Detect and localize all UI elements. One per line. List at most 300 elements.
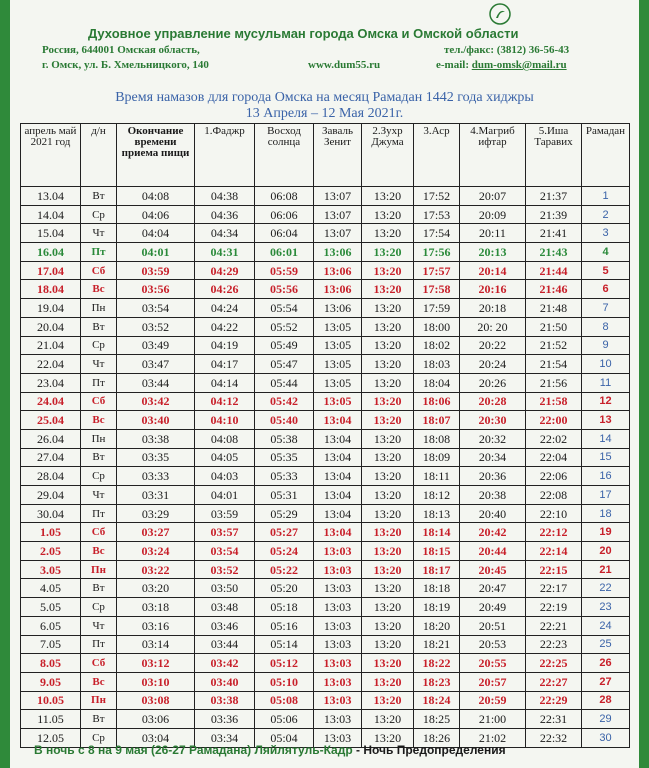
cell-date: 4.05 xyxy=(21,579,81,598)
cell-suhur: 04:06 xyxy=(117,205,195,224)
cell-fajr: 04:01 xyxy=(195,486,255,505)
cell-maghrib: 20:59 xyxy=(460,691,526,710)
cell-asr: 18:12 xyxy=(414,486,460,505)
schedule-date-range: 13 Апреля – 12 Мая 2021г. xyxy=(245,106,404,121)
cell-zenith: 13:03 xyxy=(314,616,362,635)
cell-suhur: 03:54 xyxy=(117,299,195,318)
cell-suhur: 03:24 xyxy=(117,542,195,561)
cell-zenith: 13:05 xyxy=(314,336,362,355)
cell-date: 10.05 xyxy=(21,691,81,710)
table-row xyxy=(21,710,630,729)
cell-dhuhr: 13:20 xyxy=(362,635,414,654)
cell-asr: 18:26 xyxy=(414,728,460,747)
cell-fajr: 04:29 xyxy=(195,261,255,280)
cell-asr: 18:23 xyxy=(414,672,460,691)
cell-isha: 22:15 xyxy=(526,560,582,579)
cell-date: 29.04 xyxy=(21,486,81,505)
cell-date: 21.04 xyxy=(21,336,81,355)
cell-sunrise: 05:52 xyxy=(255,317,314,336)
cell-fajr: 03:54 xyxy=(195,542,255,561)
cell-asr: 18:22 xyxy=(414,654,460,673)
cell-dow: Пн xyxy=(81,691,117,710)
prayer-times-table xyxy=(20,123,630,748)
cell-asr: 18:18 xyxy=(414,579,460,598)
cell-asr: 18:00 xyxy=(414,317,460,336)
phone-number: тел./факс: (3812) 36-56-43 xyxy=(444,44,570,56)
address-line-2: г. Омск, ул. Б. Хмельницкого, 140 xyxy=(42,59,209,71)
cell-maghrib: 20:09 xyxy=(460,205,526,224)
cell-dhuhr: 13:20 xyxy=(362,299,414,318)
cell-asr: 18:07 xyxy=(414,411,460,430)
cell-ramadan: 6 xyxy=(582,280,630,299)
cell-dow: Пн xyxy=(81,560,117,579)
cell-isha: 21:46 xyxy=(526,280,582,299)
cell-dhuhr: 13:20 xyxy=(362,355,414,374)
cell-dhuhr: 13:20 xyxy=(362,205,414,224)
cell-sunrise: 05:44 xyxy=(255,373,314,392)
cell-zenith: 13:05 xyxy=(314,373,362,392)
cell-suhur: 03:22 xyxy=(117,560,195,579)
cell-sunrise: 05:56 xyxy=(255,280,314,299)
cell-ramadan: 13 xyxy=(582,411,630,430)
table-row xyxy=(21,523,630,542)
cell-sunrise: 06:08 xyxy=(255,187,314,206)
cell-date: 30.04 xyxy=(21,504,81,523)
cell-dhuhr: 13:20 xyxy=(362,336,414,355)
email-value[interactable]: dum-omsk@mail.ru xyxy=(471,59,567,71)
cell-date: 22.04 xyxy=(21,355,81,374)
cell-date: 28.04 xyxy=(21,467,81,486)
cell-ramadan: 1 xyxy=(582,187,630,206)
cell-isha: 21:39 xyxy=(526,205,582,224)
cell-isha: 22:19 xyxy=(526,598,582,617)
cell-maghrib: 20:45 xyxy=(460,560,526,579)
cell-ramadan: 7 xyxy=(582,299,630,318)
cell-dow: Сб xyxy=(81,392,117,411)
cell-suhur: 03:47 xyxy=(117,355,195,374)
cell-zenith: 13:03 xyxy=(314,728,362,747)
table-row xyxy=(21,672,630,691)
cell-dow: Вт xyxy=(81,317,117,336)
cell-dhuhr: 13:20 xyxy=(362,187,414,206)
cell-suhur: 03:04 xyxy=(117,728,195,747)
cell-asr: 18:08 xyxy=(414,429,460,448)
col-header-asr: 3.Аср xyxy=(414,124,460,187)
cell-suhur: 03:10 xyxy=(117,672,195,691)
cell-sunrise: 05:54 xyxy=(255,299,314,318)
cell-asr: 17:52 xyxy=(414,187,460,206)
cell-asr: 18:19 xyxy=(414,598,460,617)
cell-dow: Ср xyxy=(81,728,117,747)
cell-suhur: 03:29 xyxy=(117,504,195,523)
cell-dow: Вс xyxy=(81,672,117,691)
cell-dow: Пн xyxy=(81,429,117,448)
cell-fajr: 03:50 xyxy=(195,579,255,598)
footer-text-1: В ночь с 8 на 9 мая (26-27 Рамадана) xyxy=(34,743,255,757)
cell-sunrise: 05:49 xyxy=(255,336,314,355)
cell-dhuhr: 13:20 xyxy=(362,579,414,598)
cell-dow: Ср xyxy=(81,205,117,224)
cell-fajr: 03:40 xyxy=(195,672,255,691)
cell-sunrise: 05:22 xyxy=(255,560,314,579)
table-row xyxy=(21,205,630,224)
cell-zenith: 13:04 xyxy=(314,523,362,542)
footer-text-2: Ляйлятуль-Кадр xyxy=(254,743,353,757)
cell-date: 20.04 xyxy=(21,317,81,336)
col-header-dow: д/н xyxy=(81,124,117,187)
cell-date: 27.04 xyxy=(21,448,81,467)
cell-fajr: 03:44 xyxy=(195,635,255,654)
cell-maghrib: 20:51 xyxy=(460,616,526,635)
cell-zenith: 13:03 xyxy=(314,691,362,710)
cell-maghrib: 20:53 xyxy=(460,635,526,654)
cell-asr: 18:21 xyxy=(414,635,460,654)
table-row xyxy=(21,467,630,486)
cell-ramadan: 3 xyxy=(582,224,630,243)
cell-suhur: 03:27 xyxy=(117,523,195,542)
cell-ramadan: 28 xyxy=(582,691,630,710)
cell-isha: 22:10 xyxy=(526,504,582,523)
table-row xyxy=(21,355,630,374)
col-header-dhuhr: 2.Зухр Джума xyxy=(362,124,414,187)
cell-asr: 17:59 xyxy=(414,299,460,318)
cell-date: 9.05 xyxy=(21,672,81,691)
cell-sunrise: 05:08 xyxy=(255,691,314,710)
cell-asr: 18:17 xyxy=(414,560,460,579)
cell-isha: 22:08 xyxy=(526,486,582,505)
cell-zenith: 13:03 xyxy=(314,710,362,729)
cell-sunrise: 05:31 xyxy=(255,486,314,505)
cell-suhur: 03:31 xyxy=(117,486,195,505)
cell-isha: 22:17 xyxy=(526,579,582,598)
cell-fajr: 04:10 xyxy=(195,411,255,430)
cell-zenith: 13:03 xyxy=(314,635,362,654)
cell-ramadan: 23 xyxy=(582,598,630,617)
cell-maghrib: 20:44 xyxy=(460,542,526,561)
cell-suhur: 03:52 xyxy=(117,317,195,336)
website-link[interactable]: www.dum55.ru xyxy=(308,59,381,71)
cell-dow: Вт xyxy=(81,448,117,467)
cell-dow: Пт xyxy=(81,243,117,262)
cell-maghrib: 20:49 xyxy=(460,598,526,617)
cell-zenith: 13:06 xyxy=(314,280,362,299)
cell-maghrib: 21:00 xyxy=(460,710,526,729)
cell-suhur: 03:59 xyxy=(117,261,195,280)
cell-dhuhr: 13:20 xyxy=(362,691,414,710)
cell-fajr: 04:36 xyxy=(195,205,255,224)
cell-zenith: 13:05 xyxy=(314,355,362,374)
cell-date: 7.05 xyxy=(21,635,81,654)
cell-sunrise: 05:40 xyxy=(255,411,314,430)
cell-date: 8.05 xyxy=(21,654,81,673)
cell-isha: 22:14 xyxy=(526,542,582,561)
cell-fajr: 03:57 xyxy=(195,523,255,542)
cell-isha: 22:32 xyxy=(526,728,582,747)
cell-maghrib: 20:22 xyxy=(460,336,526,355)
col-header-suhur: Окончание времени приема пищи xyxy=(117,124,195,187)
cell-ramadan: 17 xyxy=(582,486,630,505)
col-header-maghrib: 4.Магриб ифтар xyxy=(460,124,526,187)
cell-dow: Ср xyxy=(81,336,117,355)
cell-dhuhr: 13:20 xyxy=(362,317,414,336)
cell-suhur: 03:35 xyxy=(117,448,195,467)
cell-dhuhr: 13:20 xyxy=(362,392,414,411)
cell-isha: 21:44 xyxy=(526,261,582,280)
cell-maghrib: 20:24 xyxy=(460,355,526,374)
cell-dow: Ср xyxy=(81,467,117,486)
cell-dhuhr: 13:20 xyxy=(362,448,414,467)
table-row xyxy=(21,616,630,635)
cell-dow: Сб xyxy=(81,523,117,542)
cell-dhuhr: 13:20 xyxy=(362,672,414,691)
cell-maghrib: 20:32 xyxy=(460,429,526,448)
cell-isha: 21:48 xyxy=(526,299,582,318)
cell-isha: 21:52 xyxy=(526,336,582,355)
cell-fajr: 04:19 xyxy=(195,336,255,355)
cell-suhur: 03:06 xyxy=(117,710,195,729)
cell-suhur: 03:33 xyxy=(117,467,195,486)
cell-dow: Сб xyxy=(81,261,117,280)
footer-note xyxy=(34,743,506,757)
cell-zenith: 13:07 xyxy=(314,224,362,243)
cell-maghrib: 20:28 xyxy=(460,392,526,411)
cell-sunrise: 06:06 xyxy=(255,205,314,224)
cell-isha: 22:27 xyxy=(526,672,582,691)
cell-sunrise: 05:20 xyxy=(255,579,314,598)
cell-ramadan: 20 xyxy=(582,542,630,561)
cell-sunrise: 05:24 xyxy=(255,542,314,561)
table-row xyxy=(21,654,630,673)
cell-maghrib: 20:16 xyxy=(460,280,526,299)
schedule-title: Время намазов для города Омска на месяц Рамадан 1442 года хиджры xyxy=(115,90,534,105)
cell-dhuhr: 13:20 xyxy=(362,429,414,448)
cell-ramadan: 26 xyxy=(582,654,630,673)
cell-ramadan: 2 xyxy=(582,205,630,224)
cell-zenith: 13:04 xyxy=(314,429,362,448)
table-row xyxy=(21,504,630,523)
cell-suhur: 03:16 xyxy=(117,616,195,635)
cell-dow: Вт xyxy=(81,710,117,729)
cell-asr: 17:58 xyxy=(414,280,460,299)
cell-suhur: 03:08 xyxy=(117,691,195,710)
cell-fajr: 04:12 xyxy=(195,392,255,411)
cell-maghrib: 20:07 xyxy=(460,187,526,206)
cell-zenith: 13:04 xyxy=(314,486,362,505)
cell-ramadan: 19 xyxy=(582,523,630,542)
cell-fajr: 04:38 xyxy=(195,187,255,206)
table-row xyxy=(21,542,630,561)
table-row xyxy=(21,224,630,243)
cell-fajr: 03:52 xyxy=(195,560,255,579)
cell-dhuhr: 13:20 xyxy=(362,280,414,299)
cell-date: 17.04 xyxy=(21,261,81,280)
cell-fajr: 03:59 xyxy=(195,504,255,523)
cell-dhuhr: 13:20 xyxy=(362,373,414,392)
cell-suhur: 03:14 xyxy=(117,635,195,654)
cell-ramadan: 9 xyxy=(582,336,630,355)
cell-isha: 22:21 xyxy=(526,616,582,635)
cell-dhuhr: 13:20 xyxy=(362,243,414,262)
cell-isha: 21:43 xyxy=(526,243,582,262)
cell-fajr: 03:38 xyxy=(195,691,255,710)
cell-ramadan: 10 xyxy=(582,355,630,374)
cell-sunrise: 05:14 xyxy=(255,635,314,654)
cell-ramadan: 21 xyxy=(582,560,630,579)
cell-fajr: 04:26 xyxy=(195,280,255,299)
cell-date: 23.04 xyxy=(21,373,81,392)
organization-title: Духовное управление мусульман города Омска и Омской области xyxy=(88,26,519,41)
cell-isha: 22:00 xyxy=(526,411,582,430)
cell-isha: 22:23 xyxy=(526,635,582,654)
cell-sunrise: 05:29 xyxy=(255,504,314,523)
cell-ramadan: 4 xyxy=(582,243,630,262)
table-row xyxy=(21,392,630,411)
cell-dow: Чт xyxy=(81,616,117,635)
cell-date: 14.04 xyxy=(21,205,81,224)
cell-zenith: 13:04 xyxy=(314,411,362,430)
col-header-isha: 5.Иша Таравих xyxy=(526,124,582,187)
cell-ramadan: 18 xyxy=(582,504,630,523)
cell-suhur: 04:04 xyxy=(117,224,195,243)
cell-zenith: 13:03 xyxy=(314,598,362,617)
cell-asr: 18:11 xyxy=(414,467,460,486)
cell-suhur: 03:12 xyxy=(117,654,195,673)
cell-sunrise: 05:16 xyxy=(255,616,314,635)
cell-fajr: 03:48 xyxy=(195,598,255,617)
cell-sunrise: 06:04 xyxy=(255,224,314,243)
cell-zenith: 13:03 xyxy=(314,654,362,673)
cell-fajr: 04:03 xyxy=(195,467,255,486)
cell-maghrib: 20:42 xyxy=(460,523,526,542)
cell-dhuhr: 13:20 xyxy=(362,710,414,729)
cell-maghrib: 20:38 xyxy=(460,486,526,505)
cell-fajr: 04:22 xyxy=(195,317,255,336)
cell-suhur: 03:49 xyxy=(117,336,195,355)
cell-date: 1.05 xyxy=(21,523,81,542)
cell-asr: 18:06 xyxy=(414,392,460,411)
cell-dhuhr: 13:20 xyxy=(362,616,414,635)
cell-dow: Чт xyxy=(81,355,117,374)
cell-zenith: 13:04 xyxy=(314,448,362,467)
cell-dow: Вт xyxy=(81,579,117,598)
cell-date: 15.04 xyxy=(21,224,81,243)
cell-dow: Вс xyxy=(81,411,117,430)
cell-sunrise: 05:47 xyxy=(255,355,314,374)
cell-suhur: 04:08 xyxy=(117,187,195,206)
cell-dhuhr: 13:20 xyxy=(362,504,414,523)
cell-asr: 17:56 xyxy=(414,243,460,262)
cell-zenith: 13:03 xyxy=(314,672,362,691)
cell-dow: Вт xyxy=(81,187,117,206)
table-row xyxy=(21,448,630,467)
cell-ramadan: 29 xyxy=(582,710,630,729)
cell-maghrib: 20:47 xyxy=(460,579,526,598)
cell-sunrise: 05:27 xyxy=(255,523,314,542)
cell-maghrib: 20:40 xyxy=(460,504,526,523)
cell-fajr: 03:34 xyxy=(195,728,255,747)
cell-fajr: 03:42 xyxy=(195,654,255,673)
cell-dhuhr: 13:20 xyxy=(362,486,414,505)
cell-maghrib: 20:11 xyxy=(460,224,526,243)
cell-dhuhr: 13:20 xyxy=(362,523,414,542)
table-row xyxy=(21,261,630,280)
cell-fajr: 03:46 xyxy=(195,616,255,635)
table-row xyxy=(21,579,630,598)
cell-maghrib: 20:36 xyxy=(460,467,526,486)
cell-zenith: 13:05 xyxy=(314,392,362,411)
cell-dow: Чт xyxy=(81,486,117,505)
cell-dow: Вс xyxy=(81,280,117,299)
table-row xyxy=(21,243,630,262)
cell-dow: Сб xyxy=(81,654,117,673)
cell-fajr: 04:34 xyxy=(195,224,255,243)
cell-isha: 22:29 xyxy=(526,691,582,710)
cell-dhuhr: 13:20 xyxy=(362,261,414,280)
cell-sunrise: 05:04 xyxy=(255,728,314,747)
cell-maghrib: 20:26 xyxy=(460,373,526,392)
cell-dhuhr: 13:20 xyxy=(362,654,414,673)
table-body xyxy=(21,187,630,748)
cell-zenith: 13:03 xyxy=(314,579,362,598)
table-header-row xyxy=(21,124,630,187)
table-row xyxy=(21,411,630,430)
cell-zenith: 13:03 xyxy=(314,542,362,561)
email-contact[interactable] xyxy=(436,59,567,71)
cell-date: 2.05 xyxy=(21,542,81,561)
cell-sunrise: 05:35 xyxy=(255,448,314,467)
cell-dhuhr: 13:20 xyxy=(362,467,414,486)
cell-maghrib: 20:30 xyxy=(460,411,526,430)
cell-isha: 21:37 xyxy=(526,187,582,206)
col-header-ramadan: Рамадан xyxy=(582,124,630,187)
cell-asr: 18:09 xyxy=(414,448,460,467)
cell-isha: 22:12 xyxy=(526,523,582,542)
cell-sunrise: 05:06 xyxy=(255,710,314,729)
cell-dhuhr: 13:20 xyxy=(362,224,414,243)
schedule-page xyxy=(10,0,639,768)
cell-ramadan: 11 xyxy=(582,373,630,392)
cell-ramadan: 24 xyxy=(582,616,630,635)
address-line-1: Россия, 644001 Омская область, xyxy=(42,44,200,56)
cell-isha: 22:25 xyxy=(526,654,582,673)
cell-maghrib: 20:18 xyxy=(460,299,526,318)
table-row xyxy=(21,317,630,336)
cell-date: 25.04 xyxy=(21,411,81,430)
cell-isha: 21:54 xyxy=(526,355,582,374)
col-header-date: апрель май 2021 год xyxy=(21,124,81,187)
cell-isha: 22:04 xyxy=(526,448,582,467)
cell-sunrise: 05:18 xyxy=(255,598,314,617)
table-row xyxy=(21,691,630,710)
cell-zenith: 13:04 xyxy=(314,467,362,486)
cell-dhuhr: 13:20 xyxy=(362,598,414,617)
cell-asr: 18:24 xyxy=(414,691,460,710)
table-row xyxy=(21,560,630,579)
cell-date: 3.05 xyxy=(21,560,81,579)
cell-sunrise: 05:33 xyxy=(255,467,314,486)
cell-date: 16.04 xyxy=(21,243,81,262)
cell-isha: 22:02 xyxy=(526,429,582,448)
cell-fajr: 04:24 xyxy=(195,299,255,318)
cell-date: 18.04 xyxy=(21,280,81,299)
cell-sunrise: 05:12 xyxy=(255,654,314,673)
cell-date: 13.04 xyxy=(21,187,81,206)
cell-maghrib: 20:13 xyxy=(460,243,526,262)
cell-fajr: 03:36 xyxy=(195,710,255,729)
cell-fajr: 04:31 xyxy=(195,243,255,262)
cell-isha: 21:41 xyxy=(526,224,582,243)
cell-sunrise: 05:10 xyxy=(255,672,314,691)
